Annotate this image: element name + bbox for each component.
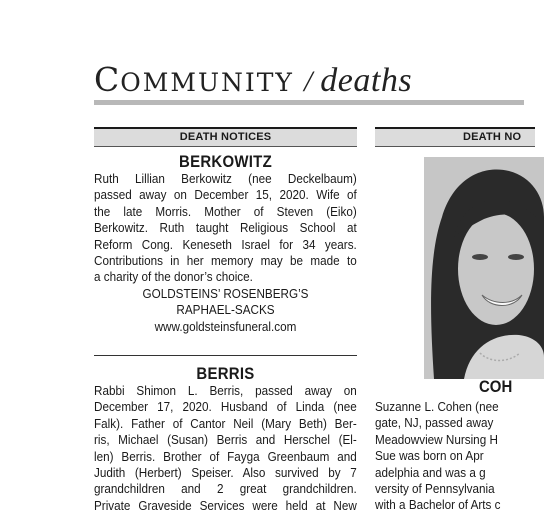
page-title [94,60,412,100]
notice-line: Rabbi Shimon L. Berris, passed away on [94,383,357,398]
notice-line: Suzanne L. Cohen (nee [375,399,499,414]
page-header [94,60,524,104]
funeral-home-name: RAPHAEL-SACKS [176,302,275,318]
title-initial: C [94,60,121,99]
death-notice-berkowitz [94,153,357,335]
notice-line: Judith (Herbert) Speiser. Also survived by 7 [94,465,357,481]
notice-line: Sue was born on Apr [375,448,484,464]
notice-line: December 17, 2020. Husband of Linda (nee [94,399,357,415]
title-rest: OMMUNITY [120,68,294,97]
notice-line: with a Bachelor of Arts c [375,497,501,513]
notice-line: adelphia and was a g [375,464,486,480]
notice-name: BERRIS [196,364,255,383]
notice-line: Contributions in her memory may be made to [94,253,357,269]
notice-line: the late Morris. Mother of Steven (Eiko) [94,203,357,219]
portrait-image [424,157,544,379]
section-header-death-notices: DEATH NOTICES [94,127,357,147]
header-rule [94,100,524,105]
notice-line: versity of Pennsylvania [375,481,495,497]
notice-line: passed away on December 15, 2020. Wife of [94,187,357,203]
notice-name: BERKOWITZ [179,152,272,171]
notice-body-cohen [375,399,501,514]
funeral-home-website: www.goldsteinsfuneral.com [154,318,297,334]
notice-line: Meadowview Nursing H [375,431,498,447]
notice-line: Reform Cong. Keneseth Israel for 34 years. [94,236,357,252]
notice-divider [94,355,357,356]
notice-line: Ruth Lillian Berkowitz (nee Deckelbaum) [94,171,357,186]
notice-line: Falk). Father of Cantor Neil (Mary Beth) Ber- [94,415,357,431]
notice-name-cohen: COH [479,377,513,396]
notice-line: Private Graveside Services were held at New [94,497,357,513]
notice-line: a charity of the donor’s choice. [94,269,253,285]
right-column [375,127,535,513]
notice-line: len) Berris. Brother of Fayga Greenbaum and [94,448,357,464]
notice-line: ris, Michael (Susan) Berris and Herschel (El- [94,432,357,448]
notice-line: grandchildren and 2 great grandchildren. [94,481,357,497]
funeral-home-name: GOLDSTEINS’ ROSENBERG’S [142,285,309,301]
page-subtitle: deaths [320,62,413,99]
left-column [94,127,357,513]
portrait-photo [424,157,544,379]
section-header-death-notices-right: DEATH NO [375,127,535,147]
title-separator: / [303,65,313,98]
funeral-home [107,286,344,335]
notice-line: Berkowitz. Ruth taught Religious School at [94,220,357,236]
death-notice-berris [94,365,357,514]
notice-body [94,171,357,286]
notice-body [94,383,357,514]
notice-line: gate, NJ, passed away [375,415,494,431]
